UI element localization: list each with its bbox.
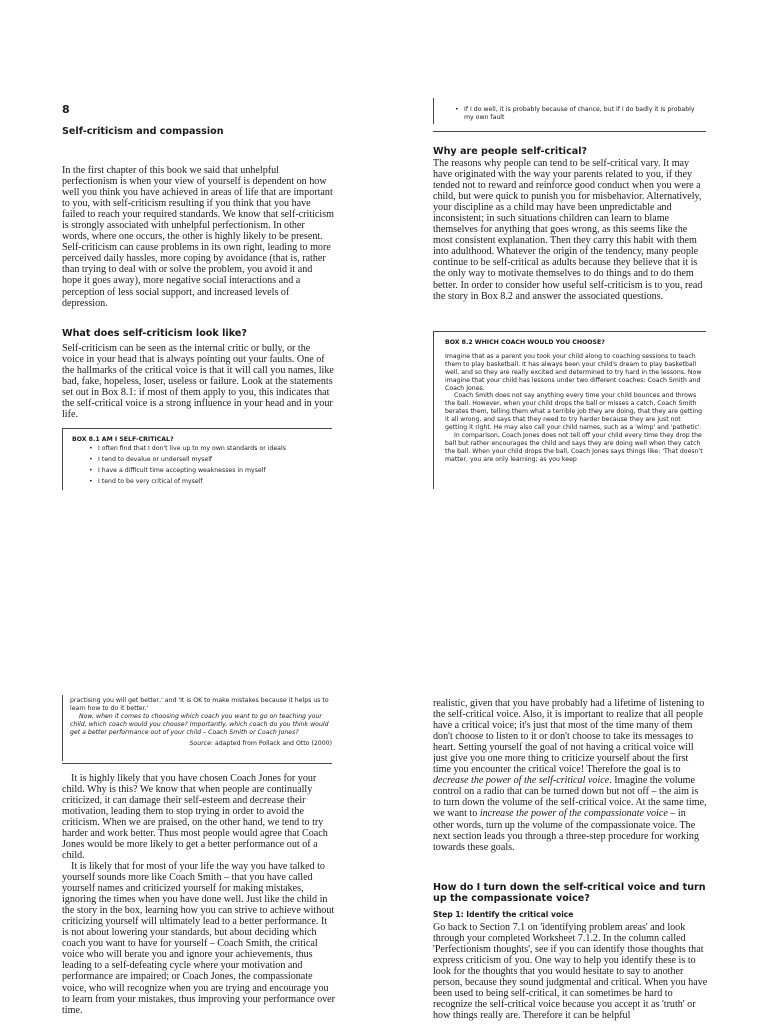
list-item bbox=[455, 106, 700, 122]
page-top-right bbox=[433, 98, 708, 498]
box-top-rule bbox=[433, 331, 706, 332]
chapter-number: 8 bbox=[62, 103, 70, 116]
box-paragraph: Imagine that as a parent you took your child along to coaching sessions to teach them to play basketball. It has always been your child's dream to play basketball well, and so they are really excited and determined to try hard in the lessons. Now imagine that your child has lessons under two different coaches: Coach Smith and Coach Jones. bbox=[445, 352, 702, 392]
paragraph-text: – in other words, turn up the volume of the compassionate voice. The next section leads you through a three-step procedure for working towards these goals. bbox=[433, 808, 699, 853]
box-paragraph: Coach Smith does not say anything every time your child bounces and throws the ball. However, when your child drops the ball or misses a catch, Coach Smith berates them, telling them what a terrible job they are doing, that they are getting it all wrong, and says that they need to try harder because they are just not getting it right. He may also call your child names, such as a 'wimp' and 'pathetic'. bbox=[445, 392, 703, 432]
box-question: Now, when it comes to choosing which coach you want to go on teaching your child, which coach would you choose? Importantly, which coach do you think would get a better performance out of your child – Coach Smith or Coach Jones? bbox=[70, 712, 329, 736]
box-continued-left-rule bbox=[433, 98, 434, 124]
page-top-left bbox=[62, 98, 334, 498]
section-paragraph: Self-criticism can be seen as the internal critic or bully, or the voice in your head that is always pointing out your faults. One of the hallmarks of the critical voice is that it will call you names, like bad, fake, hopeless, loser, useless or failure. Look at the statements set out in Box 8.1: if most of them apply to you, this indicates that the self-critical voice is a strong influence in your head and in your life. bbox=[62, 343, 334, 421]
section-heading: What does self-criticism look like? bbox=[62, 328, 247, 339]
list-item: • I have a difficult time accepting weaknesses in myself bbox=[89, 467, 327, 475]
bullet-icon: • bbox=[455, 106, 459, 113]
paragraph-text: realistic, given that you have probably had a lifetime of listening to the self-critical voice. Also, it is important to realize that all people have a critical voice; it's just that most of the time many of them don't choose to listen to it or don't choose to take its messages to heart. Setting yourself the goal of not having a critical voice will just give you one more thing to criticize yourself about the first time you encounter the critical voice! Therefore the goal is to bbox=[433, 698, 705, 776]
emphasis-text: decrease the power of the self-critical voice bbox=[433, 775, 610, 787]
step-heading: Step 1: Identify the critical voice bbox=[433, 910, 574, 919]
list-item: • I tend to devalue or undersell myself bbox=[89, 456, 327, 464]
chapter-title: Self-criticism and compassion bbox=[62, 126, 224, 137]
box-top-rule bbox=[62, 428, 332, 429]
paragraph: It is likely that for most of your life the way you have talked to yourself sounds more like Coach Smith – that you have called yourself names and criticized yourself for making mistakes, ignoring the times when you have done well. Just like the child in the story in the box, learning how you can strive to achieve without criticizing yourself will ultimately lead to a better performance. It is not about lowering your standards, but about deciding which coach you want to have for yourself – Coach Smith, the critical voice who will berate you and ignore your achievements, thus leading to a self-defeating cycle where your motivation and performance are impaired; or Coach Jones, the compassionate voice, who will recognize when you are trying and encourage you to learn from your mistakes, thus improving your performance over time. bbox=[62, 861, 336, 1016]
page-bottom-right bbox=[433, 698, 708, 1024]
intro-paragraph: In the first chapter of this book we said that unhelpful perfectionism is when your view of yourself is dependent on how well you think you have achieved in areas of life that are important to you, with self-criticism resulting if you think that you have failed to reach your required standards. We know that self-criticism is strongly associated with unhelpful perfectionism. In other words, where one occurs, the other is highly likely to be present. Self-criticism can cause problems in its own right, leading to more perceived daily hassles, more coping by avoidance (that is, rather than trying to deal with or solve the problem, you avoid it and hope it goes away), more negative social interactions and a perception of less social support, and increased levels of depression. bbox=[62, 165, 334, 309]
section-heading: How do I turn down the self-critical voice and turn up the compassionate voice? bbox=[433, 882, 706, 905]
box-paragraph: practising you will get better,' and 'It is OK to make mistakes because it helps us to learn how to do it better.' bbox=[70, 697, 329, 712]
box-source bbox=[70, 740, 332, 748]
paragraph: Go back to Section 7.1 on 'identifying problem areas' and look through your completed Worksheet 7.1.2. In the column called 'Perfectionism thoughts', see if you can identify those thoughts that express criticism of you. One way to help you identify these is to look for the thoughts that you would hesitate to say to another person, because they sound judgmental and critical. When you have been used to being self-critical, it can sometimes be hard to recognize the self-critical voice because you accept it as 'truth' or how things really are. Therefore it can be helpful bbox=[433, 922, 708, 1022]
box-continued bbox=[455, 106, 700, 122]
box-title: BOX 8.2 WHICH COACH WOULD YOU CHOOSE? bbox=[445, 339, 605, 346]
box-8-2 bbox=[445, 339, 703, 464]
box-list bbox=[72, 445, 327, 486]
paragraph-text: . Imagine the volume control on a radio that can be turned down but not off – the aim is to turn down the volume of the self-critical voice. At the same time, we want to bbox=[433, 775, 707, 820]
box-8-1 bbox=[72, 436, 327, 486]
list-item: • I tend to be very critical of myself bbox=[89, 478, 327, 486]
box-bottom-rule bbox=[62, 763, 332, 764]
box-continued bbox=[70, 697, 332, 747]
list-item: • I often find that I don't live up to my own standards or ideals bbox=[89, 445, 327, 453]
source-text: : adapted from Pollack and Otto (2000) bbox=[210, 739, 332, 747]
emphasis-text: increase the power of the compassionate voice bbox=[479, 808, 668, 820]
section-paragraph: The reasons why people can tend to be self-critical vary. It may have originated with the way your parents related to you, if they tended not to reward and reinforce good conduct when you were a child, but were quick to punish you for misbehavior. Alternatively, your discipline as a child may have been unpredictable and inconsistent; in such situations children can learn to blame themselves for anything that goes wrong, as this seems like the most consistent explanation. Then they carry this habit with them into adulthood. Whatever the origin of the tendency, many people continue to be self-critical as adults because they believe that it is the only way to motivate themselves to do things and to do them better. In order to consider how useful self-criticism is to you, read the story in Box 8.2 and answer the associated questions. bbox=[433, 158, 703, 302]
box-left-rule bbox=[62, 428, 63, 490]
box-bottom-rule bbox=[433, 131, 706, 132]
box-left-rule bbox=[433, 331, 434, 489]
section-heading: Why are people self-critical? bbox=[433, 146, 588, 157]
box-continued-left-rule bbox=[62, 695, 63, 761]
source-label: Source bbox=[189, 739, 211, 747]
paragraph bbox=[433, 698, 708, 853]
box-paragraph: In comparison, Coach Jones does not tell off your child every time they drop the ball but rather encourages the child and says they are doing well when they catch the ball. When your child drops the ball, Coach Jones says things like: 'That doesn't matter, you are only learning; as you keep bbox=[445, 431, 703, 463]
box-title: BOX 8.1 AM I SELF-CRITICAL? bbox=[72, 436, 174, 443]
page-bottom-left bbox=[62, 695, 336, 1024]
list-item-text: If I do well, it is probably because of chance, but if I do badly it is probably my own fault bbox=[464, 106, 695, 121]
paragraph: It is highly likely that you have chosen Coach Jones for your child. Why is this? We know that when people are continually criticized, it can damage their self-esteem and decrease their motivation, leading them to stop trying in order to avoid the criticism. When we are praised, on the other hand, we tend to try harder and work better. Thus most people would agree that Coach Jones would be more likely to get a better performance out of a child. bbox=[62, 773, 328, 862]
